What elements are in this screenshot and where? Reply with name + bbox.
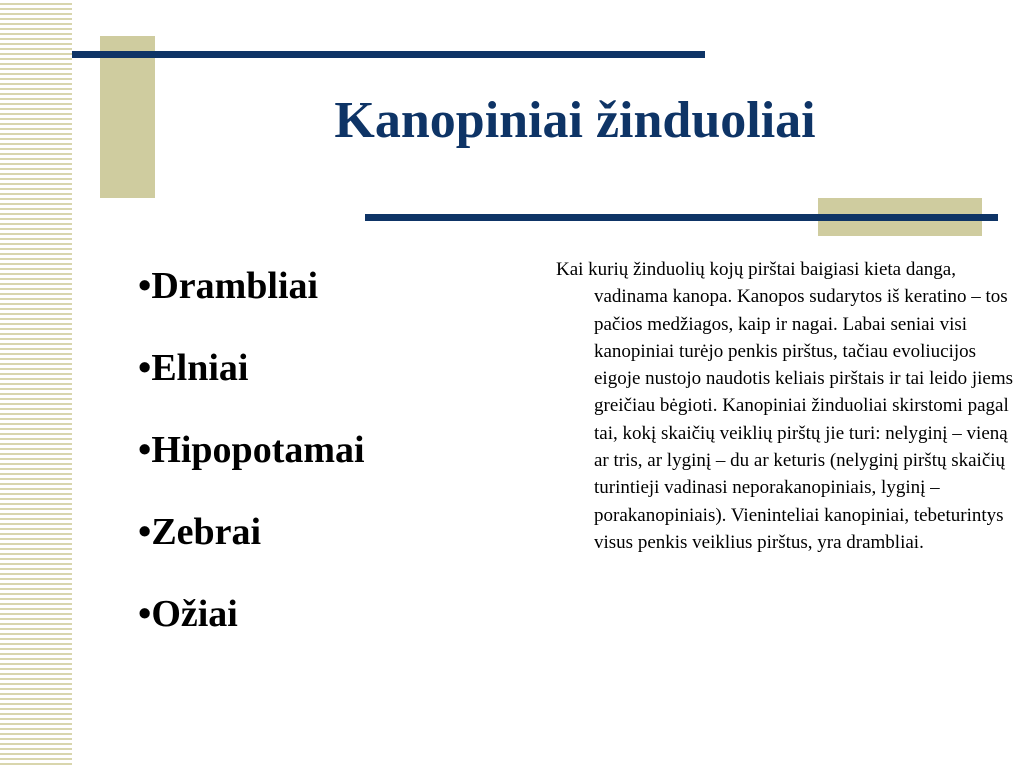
bullet-text: Drambliai xyxy=(151,265,319,307)
bullet-item xyxy=(138,346,365,390)
decorative-stripes xyxy=(0,0,72,768)
bullet-text: Ožiai xyxy=(151,593,238,635)
slide-title: Kanopiniai žinduoliai xyxy=(334,92,816,149)
bullet-marker: • xyxy=(138,265,152,307)
bullet-item xyxy=(138,592,365,636)
bullet-text: Elniai xyxy=(151,347,249,389)
bullet-item xyxy=(138,264,365,308)
bullet-marker: • xyxy=(138,347,152,389)
bullet-text: Hipopotamai xyxy=(151,429,365,471)
bullet-text: Zebrai xyxy=(151,511,262,553)
bullet-marker: • xyxy=(138,429,152,471)
accent-block-left xyxy=(100,36,155,198)
bullet-item xyxy=(138,510,365,554)
bullet-item xyxy=(138,428,365,472)
title-rule-bottom xyxy=(365,214,998,221)
bullet-list xyxy=(138,264,365,636)
bullet-marker: • xyxy=(138,593,152,635)
bullet-marker: • xyxy=(138,511,152,553)
title-rule-top xyxy=(72,51,705,58)
description-paragraph: Kai kurių žinduolių kojų pirštai baigiasi kieta danga, vadinama kanopa. Kanopos sudarytos iš keratino – tos pačios medžiagos, kaip ir nagai. Labai seniai visi kanopiniai turėjo penkis pirštus, tačiau evoliucijos eigoje nustojo naudotis keliais pirštais ir tai leido jiems greičiau bėgioti. Kanopiniai žinduoliai skirstomi pagal tai, kokį skaičių veiklių pirštų jie turi: nelyginį – vieną ar tris, ar lyginį – du ar keturis (nelyginį pirštų skaičių turintieji vadinasi neporakanopiniais, lyginį – porakanopiniais). Vieninteliai kanopiniai, tebeturintys visus penkis veiklius pirštus, yra drambliai. xyxy=(556,259,1013,553)
